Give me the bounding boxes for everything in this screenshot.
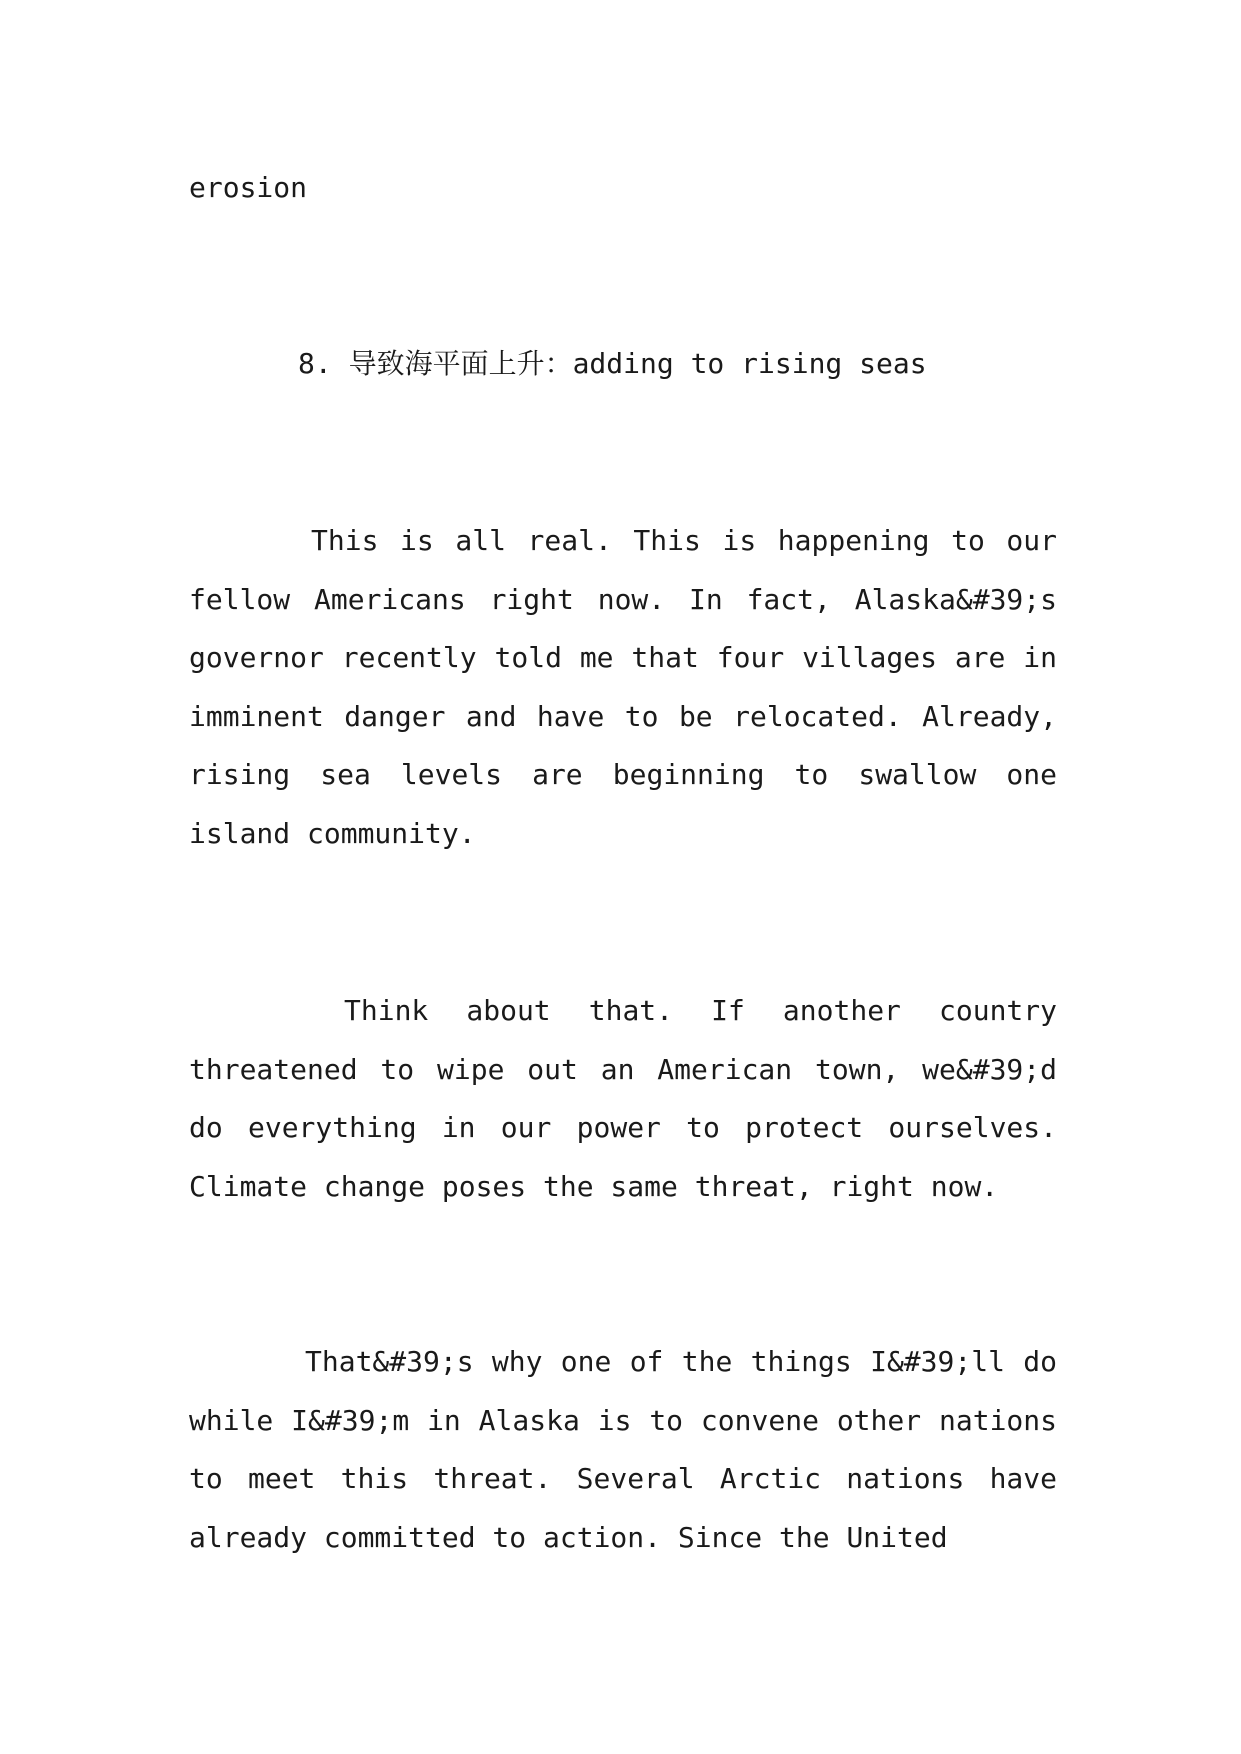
text-fragment-erosion: erosion [189, 171, 308, 204]
paragraph-text: That&#39;s why one of the things I&#39;ll do while I&#39;m in Alaska is to convene other nations to meet this threat. Several Arctic nations have already committed to action. Since the United [189, 1345, 1057, 1554]
section-heading: 8. 导致海平面上升：adding to rising seas [298, 347, 927, 380]
paragraph-think-about-that [189, 982, 1057, 1216]
paragraph-convene-nations [189, 1333, 1057, 1567]
paragraph-text: This is all real. This is happening to our fellow Americans right now. In fact, Alaska&#39;s governor recently told me that four villages are in imminent danger and have to be relocated. Already, rising sea levels are beginning to swallow one island community. [189, 524, 1057, 850]
paragraph-text: Think about that. If another country threatened to wipe out an American town, we&#39;d do everything in our power to protect ourselves. Climate change poses the same threat, right now. [189, 994, 1057, 1203]
paragraph-alaska-villages [189, 512, 1057, 863]
